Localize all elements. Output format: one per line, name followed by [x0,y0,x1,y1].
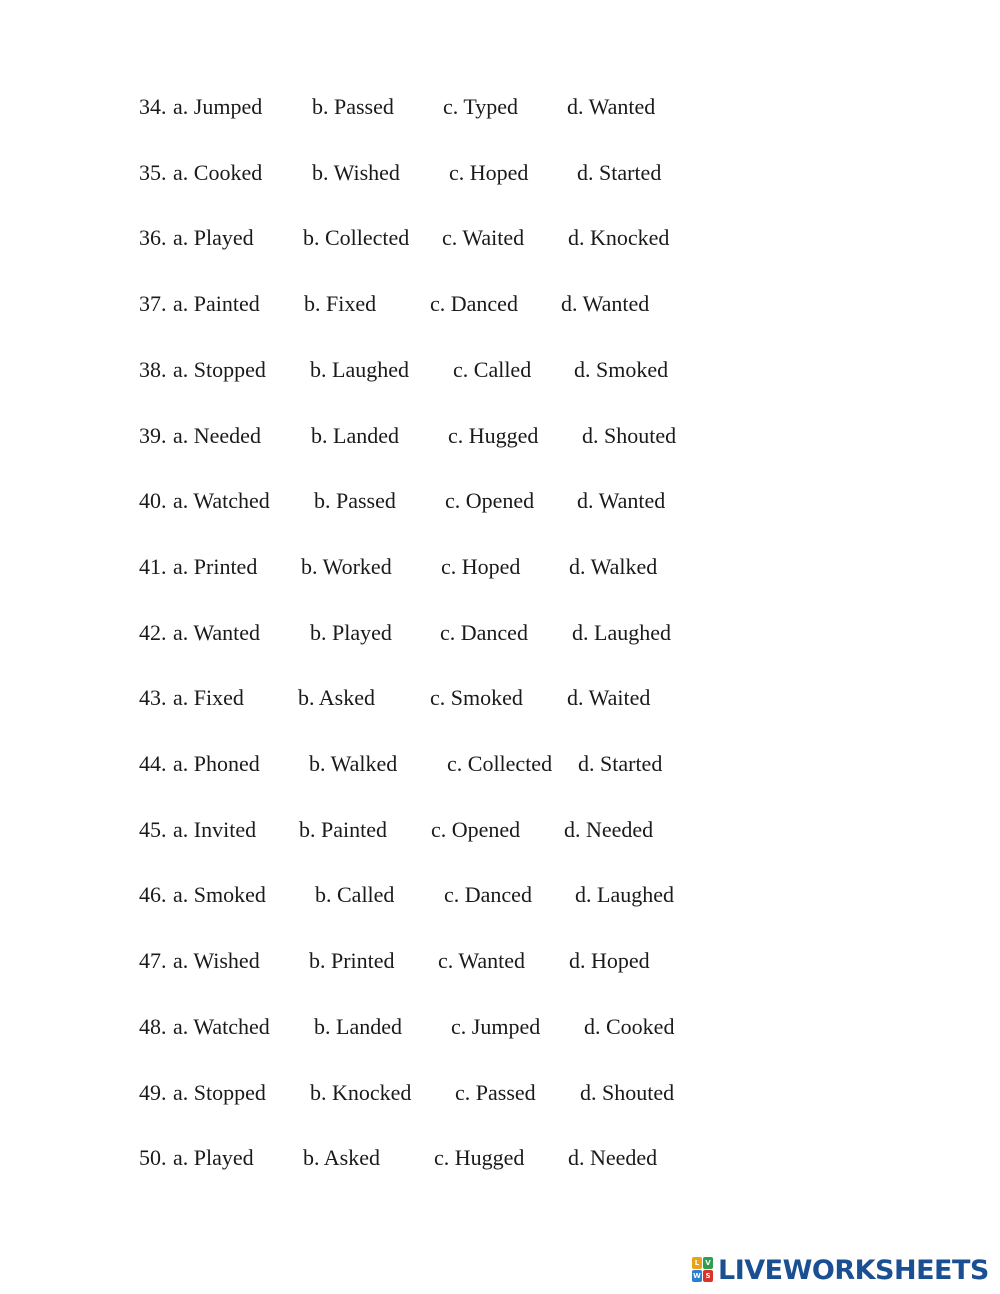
option-b: b. Asked [298,685,375,710]
option-b: b. Landed [314,1014,402,1039]
question-number: 42. [139,620,167,645]
option-d: d. Cooked [584,1014,675,1039]
option-a: a. Watched [173,1014,270,1039]
option-c: c. Hoped [449,160,529,185]
option-c: c. Waited [442,225,525,250]
option-c: c. Wanted [438,948,526,973]
question-number: 39. [139,423,167,448]
option-a: a. Stopped [173,357,266,382]
option-d: d. Wanted [561,291,650,316]
option-c: c. Danced [430,291,518,316]
option-d: d. Needed [564,817,654,842]
option-d: d. Started [577,160,662,185]
option-b: b. Passed [312,94,394,119]
option-c: c. Hoped [441,554,521,579]
option-a: a. Smoked [173,882,266,907]
option-d: d. Smoked [574,357,669,382]
option-b: b. Passed [314,488,396,513]
option-b: b. Landed [311,423,399,448]
liveworksheets-logo [692,1253,989,1287]
option-a: a. Needed [173,423,261,448]
option-b: b. Printed [309,948,395,973]
option-a: a. Cooked [173,160,263,185]
option-a: a. Watched [173,488,270,513]
liveworksheets-logo-icon [692,1257,714,1283]
option-d: d. Wanted [567,94,656,119]
option-b: b. Walked [309,751,398,776]
question-number: 48. [139,1014,167,1039]
option-c: c. Hugged [448,423,539,448]
question-number: 45. [139,817,167,842]
logo-icon-letter: V [703,1257,713,1269]
option-a: a. Printed [173,554,258,579]
option-a: a. Fixed [173,685,244,710]
option-d: d. Needed [568,1145,658,1170]
option-a: a. Played [173,225,254,250]
option-c: c. Called [453,357,532,382]
question-number: 47. [139,948,167,973]
option-b: b. Asked [303,1145,380,1170]
option-b: b. Fixed [304,291,377,316]
question-number: 40. [139,488,167,513]
option-d: d. Hoped [569,948,650,973]
option-d: d. Laughed [572,620,671,645]
option-c: c. Smoked [430,685,523,710]
question-number: 41. [139,554,167,579]
option-b: b. Collected [303,225,410,250]
option-d: d. Waited [567,685,651,710]
question-number: 44. [139,751,167,776]
option-c: c. Collected [447,751,553,776]
option-a: a. Painted [173,291,260,316]
option-b: b. Worked [301,554,392,579]
logo-icon-letter: S [703,1270,713,1282]
option-b: b. Called [315,882,395,907]
option-b: b. Laughed [310,357,409,382]
option-c: c. Hugged [434,1145,525,1170]
question-number: 50. [139,1145,167,1170]
option-c: c. Jumped [451,1014,541,1039]
option-a: a. Invited [173,817,257,842]
option-d: d. Shouted [582,423,677,448]
option-b: b. Painted [299,817,387,842]
option-c: c. Typed [443,94,519,119]
logo-text: LIVEWORKSHEETS [718,1254,989,1286]
option-d: d. Shouted [580,1080,675,1105]
question-number: 46. [139,882,167,907]
question-number: 37. [139,291,167,316]
logo-icon-letter: W [693,1272,701,1280]
option-d: d. Wanted [577,488,666,513]
question-number: 38. [139,357,167,382]
option-a: a. Stopped [173,1080,266,1105]
logo-icon-letter: L [692,1257,702,1269]
option-b: b. Knocked [310,1080,412,1105]
option-a: a. Wanted [173,620,261,645]
option-c: c. Opened [445,488,535,513]
option-d: d. Laughed [575,882,674,907]
option-a: a. Wished [173,948,260,973]
question-number: 36. [139,225,167,250]
question-number: 43. [139,685,167,710]
option-c: c. Opened [431,817,521,842]
question-number: 35. [139,160,167,185]
option-b: b. Played [310,620,392,645]
option-a: a. Jumped [173,94,263,119]
question-number: 49. [139,1080,167,1105]
option-a: a. Phoned [173,751,260,776]
option-c: c. Danced [444,882,532,907]
option-b: b. Wished [312,160,400,185]
option-a: a. Played [173,1145,254,1170]
option-d: d. Walked [569,554,658,579]
option-d: d. Started [578,751,663,776]
option-c: c. Danced [440,620,528,645]
question-number: 34. [139,94,167,119]
option-c: c. Passed [455,1080,536,1105]
option-d: d. Knocked [568,225,670,250]
